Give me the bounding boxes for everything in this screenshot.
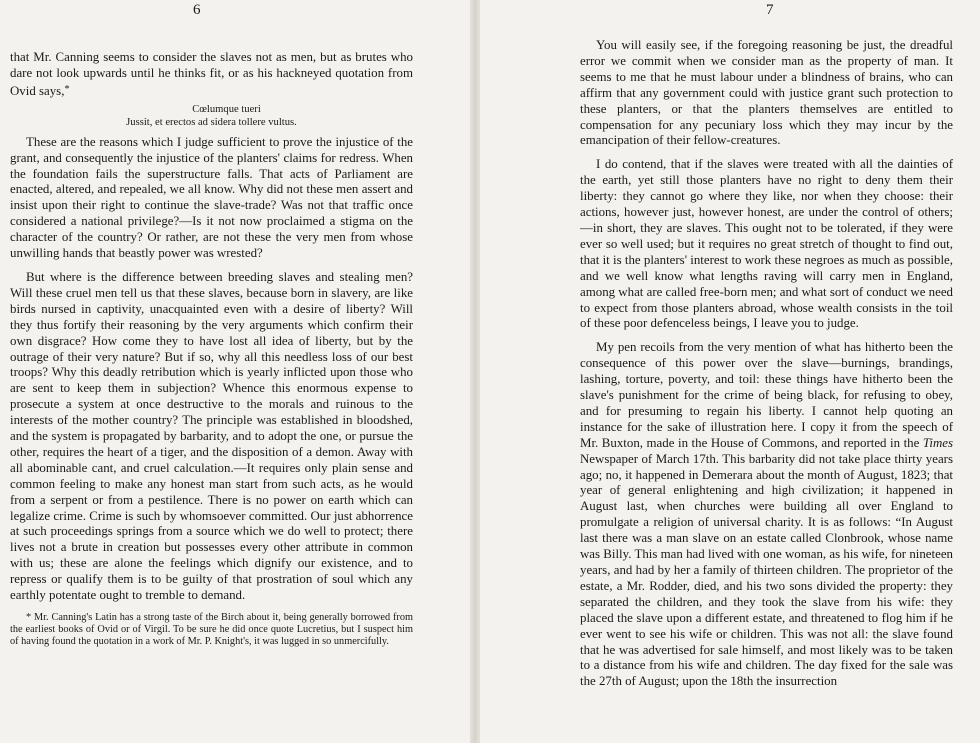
right-text-column	[580, 38, 953, 690]
newspaper-title: Times	[922, 435, 953, 450]
book-gutter	[470, 0, 480, 743]
footnote: * Mr. Canning's Latin has a strong taste of the Birch about it, being generally borrowed from the earliest books of Ovid or of Virgil. To be sure he did once quote Lucretius, but I suspect him of having found the quotation in a work of Mr. P. Knight's, it was lugged in so unmercifully.	[10, 612, 413, 647]
paragraph: These are the reasons which I judge sufficient to prove the injustice of the grant, and consequently the injustice of the planters' claims for redress. When the foundation fails the superstructure falls. That acts of Parliament are enacted, altered, and repealed, we all know. Why did not these men assert and insist upon their right to continue the slave-trade? Was not that traffic once considered a national privilege?—Is it not now proclaimed a stigma on the character of the country? Or rather, are not these the very men from whose unwilling hands that beastly power was wrested?	[10, 134, 413, 261]
paragraph: But where is the difference between breeding slaves and stealing men? Will these cruel men tell us that these slaves, because born in slavery, are like birds nursed in captivity, unacquainted even with a desire of liberty? Will they thus fortify their reasoning by the very arguments which confirm their own disgrace? How come they to have lost all idea of liberty, but by the outrage of their very nature? But if so, why all this needless loss of our best troops? Why this deadly retribution which is yearly inflicted upon those who are sent to keep them in subjection? Whence this enormous expense to prosecute a system at once destructive to the morals and ruinous to the interests of the mother country? The principle was established in bloodshed, and the system is propagated by barbarity, and to adopt the one, or pursue the other, requires the heart of a tiger, and the disposition of a demon. Away with all abominable cant, and cruel calculation.—It requires only plain sense and common feeling to make any honest man start from such acts, as he would from a serpent or from a pestilence. There is no power on earth which can legalize crime. Crime is such by whomsoever committed. Our just abhorrence at such proceedings springs from a source which we do well to protect; there lives not a brute in creation but possesses every other attribute in common with us; these are alone the feelings which dignify our existence, and to repress or qualify them is to be guilty of that prostration of soul which any earthly potentate ought to tremble to demand.	[10, 269, 413, 603]
footnote-marker: *	[64, 83, 70, 95]
left-page	[0, 0, 470, 743]
page-number: 6	[193, 2, 201, 18]
right-page	[480, 0, 980, 743]
left-text-column	[10, 50, 413, 648]
paragraph: You will easily see, if the foregoing reasoning be just, the dreadful error we commit when we consider man as the property of man. It seems to me that he must labour under a blindness of brains, who can affirm that any government could with justice grant such protection to these planters, or that the planters themselves are entitled to compensation for any pecuniary loss which they may incur by the emancipation of their fellow-creatures.	[580, 38, 953, 148]
opening-paragraph: that Mr. Canning seems to consider the slaves not as men, but as brutes who dare not look upwards until he thinks fit, or as his hackneyed quotation from Ovid says,*	[10, 50, 413, 98]
page-number: 7	[766, 2, 774, 18]
paragraph: My pen recoils from the very mention of what has hitherto been the consequence of this power over the slave—burnings, brandings, lashing, torture, poverty, and toil: these things have hitherto been the slave's punishment for the crime of being black, for refusing to obey, and for presuming to regain his liberty. I cannot help quoting an instance for the sake of illustration here. I copy it from the speech of Mr. Buxton, made in the House of Commons, and reported in the Times Newspaper of March 17th. This barbarity did not take place thirty years ago; no, it happened in Demerara about the month of August, 1823; that year of general enlightening and high civilization; it happened in August last, when churches were building all over England to promulgate a religion of universal charity. It is as follows: “In August last there was a man slave on an estate called Clonbrook, whose name was Billy. This man had lived with one woman, as his wife, for nineteen years, and had by her a family of thirteen children. The proprietor of the estate, a Mr. Rodder, died, and his two sons divided the property: they separated the children, and they took the slave from his wife: they placed the slave upon a different estate, and threatened to flog him if he ever went to see his wife or children. This was not all: the slave found that he was advertised for sale himself, and most likely was to be taken to a distance from his wife and children. The day fixed for the sale was the 27th of August; upon the 18th the insurrection	[580, 340, 953, 689]
latin-quotation: Cœlumque tueri Jussit, et erectos ad sidera tollere vultus.	[126, 103, 297, 128]
paragraph: I do contend, that if the slaves were treated with all the dainties of the earth, yet still those planters have no right to deny them their liberty: they cannot go where they like, nor when they choose: their actions, however just, however honest, are under the control of others;—in short, they are slaves. This ought not to be tolerated, if they were ever so well used; but it requires no great stretch of thought to find out, that it is the planters' interest to work these negroes as much as possible, and we well know what lengths raving will carry men in England, among what are called free-born men; and what sort of conduct we need to expect from those planters abroad, whose wealth consists in the toil of these poor defenceless beings, I leave you to judge.	[580, 157, 953, 331]
